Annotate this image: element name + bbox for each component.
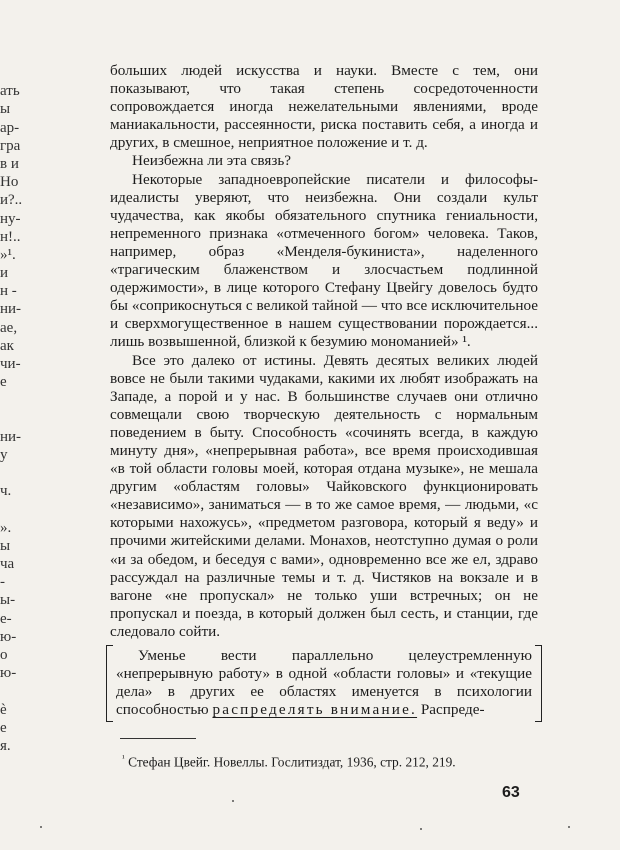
margin-fragment: [0, 410, 22, 428]
framed-text: Уменье вести параллельно целеустремленную «непрерывную работу» в одной «области головы» и «текущие дела» в других ее областях именуется в психологии способностью: [116, 647, 532, 719]
page-body: [110, 62, 538, 722]
footnote-text: Стефан Цвейг. Новеллы. Гослитиздат, 1936, стр. 212, 219.: [128, 754, 456, 770]
margin-fragment: ч.: [0, 483, 12, 500]
footnote: [122, 750, 542, 770]
margin-fragment: ѐ: [0, 701, 7, 718]
right-bracket: [535, 645, 542, 722]
paragraph-far-from-truth: Все это далеко от истины. Девять десятых великих людей вовсе не были такими чудаками, какими их любят изображать на Западе, а порой и у нас. В большинстве случаев они отлично совмещали свою творческую деятельность с нормальным поведением в быту. Способность «сочинять всегда, в каждую минуту дня», «непрерывная работа», все время происходившая «в той области головы моей, которая отдана музыке», не мешала другим «областям головы» Чайковского функционировать «независимо», заниматься — в то же самое время, — людьми, «с которыми нахожусь», «предметом разговора, который я веду» и прочими житейскими делами. Монахов, неотступно думая о роли «и за обедом, и беседуя с вами», одновременно все же ел, здраво рассуждал на различные темы и т. д. Чистяков на вокзале и в вагоне «не пропускал» не только уши встречных; он не пропускал и поезда, в который должен был сесть, и станции, где следовало сойти.: [110, 351, 538, 640]
margin-fragment: [0, 682, 22, 700]
margin-fragment: в и: [0, 155, 19, 172]
scan-speck: [568, 826, 570, 828]
paragraph-western-writers: Некоторые западноевропейские писатели и философы-идеалисты уверяют, что неизбежна. Они создали культ чудачества, как якобы обязательного спутника гениальности, непременного признака «отмеченного богом» человека. Таков, например, образ «Менделя-букиниста», наделенного «трагическим блаженством и злосчастьем подлинной одержимости», в лице которого Стефану Цвейгу довелось будто бы «соприкоснуться с великой тайной — что все исключительное и сверхмогущественное в нашем существовании порождается... лишь возвышенной, близкой к безумию мономанией» ¹.: [110, 170, 538, 351]
margin-fragment: ы: [0, 537, 11, 554]
scan-speck: [420, 828, 422, 830]
margin-fragment: о: [0, 647, 8, 663]
margin-fragment: ни-: [0, 301, 22, 318]
margin-fragment: [0, 391, 22, 409]
margin-fragment: ю-: [0, 628, 17, 645]
margin-fragment: е: [0, 719, 7, 736]
margin-fragment: ы-: [0, 592, 16, 609]
margin-fragment: у: [0, 446, 8, 463]
margin-fragment: [0, 501, 22, 519]
margin-fragment: ак: [0, 337, 14, 354]
framed-definition: [110, 645, 538, 722]
margin-fragment: ю-: [0, 665, 17, 682]
margin-fragment: и?..: [0, 192, 22, 209]
footnote-divider: [120, 738, 196, 739]
margin-fragment: ни-: [0, 428, 22, 445]
footnote-marker: ¹: [122, 753, 125, 763]
left-bracket: [106, 645, 113, 722]
margin-fragment: ать: [0, 83, 20, 100]
margin-fragment: я.: [0, 737, 11, 754]
margin-fragment: »¹.: [0, 246, 16, 263]
margin-fragment: ча: [0, 556, 15, 573]
margin-fragment: гра: [0, 137, 21, 154]
margin-fragment: ае,: [0, 319, 18, 336]
margin-fragment: ну-: [0, 210, 21, 227]
margin-fragment: ы: [0, 101, 11, 118]
margin-fragment: чи-: [0, 356, 21, 372]
key-term: распределять внимание.: [212, 701, 418, 719]
margin-fragment: -: [0, 574, 5, 591]
margin-fragment: е: [0, 374, 7, 391]
scan-speck: [232, 800, 234, 802]
margin-fragment: н!..: [0, 228, 21, 245]
margin-fragment: е-: [0, 610, 12, 627]
paragraph-question: Неизбежна ли эта связь?: [132, 152, 292, 170]
page-number: 63: [502, 784, 520, 801]
margin-fragment: н -: [0, 283, 17, 300]
framed-text-tail: Распреде-: [417, 701, 485, 719]
margin-fragment: Но: [0, 174, 19, 191]
paragraph-continuation: больших людей искусства и науки. Вместе с тем, они показывают, что такая степень сосредоточенности сопровождается иногда нежелательными явлениями, вроде маниакальности, рассеянности, риска поставить себя, а иногда и других, в смешное, неприятное положение и т. д.: [110, 62, 538, 152]
margin-fragment: ».: [0, 519, 12, 536]
framed-paragraph: [116, 647, 532, 719]
left-margin-fragments: [0, 64, 22, 755]
margin-fragment: ар-: [0, 119, 20, 136]
margin-fragment: [0, 64, 22, 82]
scan-speck: [40, 826, 42, 828]
margin-fragment: и: [0, 265, 9, 282]
margin-fragment: [0, 464, 22, 482]
